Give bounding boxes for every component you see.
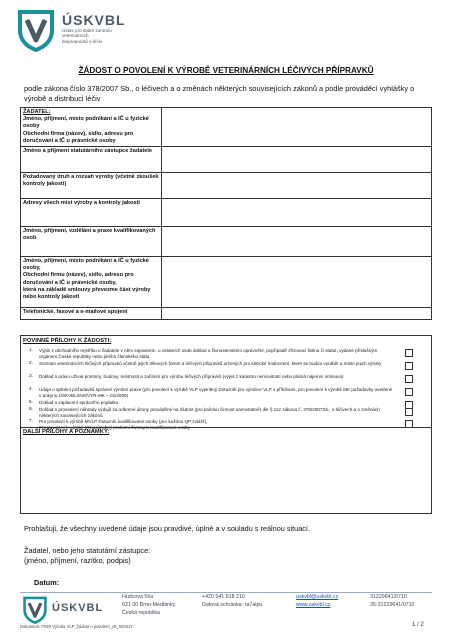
date-label: Datum: — [34, 578, 60, 587]
document-name: Dokument: F020 Výroba VLP_žádost o povolení_v5_020317 — [20, 624, 133, 629]
applicant-table — [20, 107, 432, 320]
shield-logo-icon — [20, 594, 50, 624]
statutory-representative-field[interactable] — [162, 147, 432, 173]
production-scope-field[interactable] — [162, 173, 432, 199]
uskvbl-logo — [14, 6, 144, 56]
contractor-label: Jméno, příjmení, místo podnikání a IČ u fyzické osoby, Obchodní firmu (název), sídlo, adresu pro doručování a IČ u právnické osoby, která na základě smlouvy převezme část výroby nebo kontroly jakosti — [21, 257, 162, 308]
production-scope-label: Požadovaný druh a rozsah výroby (včetně zkoušek kontroly jakosti) — [21, 173, 162, 199]
website-link[interactable]: www.uskvbl.cz — [296, 602, 331, 608]
attachment-checkbox[interactable] — [405, 408, 413, 416]
attachments-section: POVINNÉ PŘÍLOHY K ŽÁDOSTI: 1. Výpis z obchodního rejstříku u žadatele v něm zapsaném, u ostatních osob doklad o živnostenském oprávnění, popřípadě zřizovací listina či statut, vydané příslušným orgánem České republiky nebo jiného členského státu 2. Seznam veterinárních léčivých přípravků včetně jejich lékových forem a léčivých přípravků určených pro klinické hodnocení, které se budou vyrábět a místo jejich výroby 3. Doklad o právu užívat prostory, budovy, místnosti a zařízení pro výrobu léčivých přípravků (výpis z katastru nemovitostí nebo platná nájemní smlouva) 4. Údaje o splnění požadavků správné výrobní praxe (pro povolení k výrobě VLP vyplněný Dotazník pro výrobce VLP s přílohami, pro povolení k výrobě MK požadavky uvedené v pokynu ÚSKVBL/INS/VYR-MK – 02/2009) 5. Doklad o zaplacení správního poplatku 6. Doklad o provedení náhrady výdajů za odborné úkony prováděné na žádost (pro každou činnost samostatně) dle § 112 zákona č. 378/2007Sb., o léčivech a o změnách některých souvisejících zákonů 7. Pro povolení k výrobě MVLP Dotazník kvalifikované osoby (pro každou QP zvlášť), Pro povolení k výrobě MK podrobný profesní životopis kvalifikované osoby DALŠÍ PŘÍLOHY A POZNÁMKY: — [20, 335, 432, 514]
logo-subtitle: Ústav pro státní kontrolu veterinárních biopreparátů a léčiv — [62, 28, 112, 44]
qualified-persons-field[interactable] — [162, 227, 432, 257]
attachment-checkbox[interactable] — [405, 362, 413, 370]
attachments-heading: POVINNÉ PŘÍLOHY K ŽÁDOSTI: — [23, 338, 112, 344]
footer-contact: +420 541 518 210 Datová schránka: ra7aipu — [202, 594, 263, 608]
table-row — [21, 199, 432, 227]
logo-wordmark: ÚSKVBL — [62, 12, 126, 28]
table-row — [21, 147, 432, 173]
statutory-representative-label: Jméno a příjmení statutárního zástupce žadatele — [21, 147, 162, 173]
footer-bank: 31229641/0710 35-31229641/0710 — [370, 594, 415, 608]
form-title: ŽÁDOST O POVOLENÍ K VÝROBĚ VETERINÁRNÍCH LÉČIVÝCH PŘÍPRAVKŮ — [78, 66, 374, 75]
table-row — [21, 308, 432, 320]
contractor-field[interactable] — [162, 257, 432, 308]
attachment-checkbox[interactable] — [405, 375, 413, 383]
applicant-identity-field[interactable] — [162, 108, 432, 147]
attachment-checkbox[interactable] — [405, 388, 413, 396]
attachment-checkbox[interactable] — [405, 349, 413, 357]
page-number: 1 / 2 — [412, 622, 424, 628]
email-link[interactable]: uskvbl@uskvbl.cz — [296, 594, 339, 600]
table-row — [21, 108, 432, 147]
production-sites-field[interactable] — [162, 199, 432, 227]
signature-block: Žadatel, nebo jeho statutární zástupce: (jméno, příjmení, razítko, podpis) — [24, 546, 151, 565]
other-attachments-heading: DALŠÍ PŘÍLOHY A POZNÁMKY: — [23, 429, 110, 435]
production-sites-label: Adresy všech míst výroby a kontroly jakosti — [21, 199, 162, 227]
declaration-text: Prohlašuji, že všechny uvedené údaje jsou pravdivé, úplné a v souladu s reálnou situací. — [24, 524, 310, 533]
footer-logo — [18, 592, 104, 622]
table-row — [21, 173, 432, 199]
contact-label: Telefonické, faxové a e-mailové spojení — [21, 308, 162, 320]
table-row — [21, 227, 432, 257]
qualified-persons-label: Jméno, příjmení, vzdělání a praxe kvalifikovaných osob — [21, 227, 162, 257]
shield-logo-icon — [14, 6, 58, 52]
contact-field[interactable] — [162, 308, 432, 320]
footer-wordmark: ÚSKVBL — [52, 602, 104, 614]
applicant-heading: ŽADATEL: — [23, 109, 51, 115]
footer-links — [296, 593, 338, 609]
legal-basis-text: podle zákona číslo 378/2007 Sb., o léčivech a o změnách některých souvisejících zákonů a podle prováděcí vyhlášky o výrobě a distribuci léčiv — [24, 84, 415, 103]
footer-address: Hudcova 56a 621 00 Brno-Medlánky Česká republika — [122, 594, 176, 616]
applicant-identity-label: ŽADATEL: Jméno, příjmení, místo podnikání a IČ u fyzické osoby Obchodní firma (název), sídlo, adresu pro doručování a IČ u právnické osoby — [21, 108, 162, 147]
table-row — [21, 257, 432, 308]
divider — [21, 427, 431, 428]
